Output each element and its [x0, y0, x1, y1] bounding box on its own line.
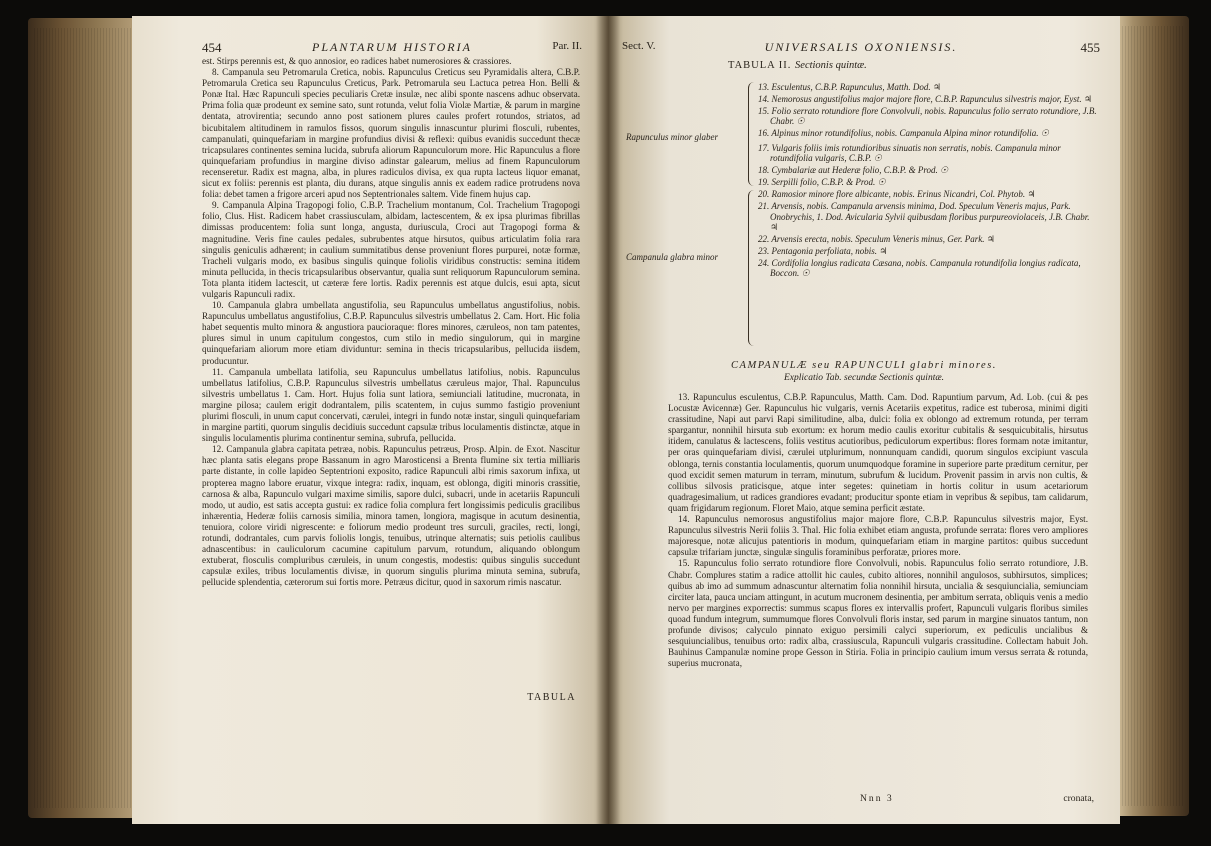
- paragraph: 12. Campanula glabra capitata petræa, nobis. Rapunculus petræus, Prosp. Alpin. de Exot. Nascitur hæc planta satis elegans prope Bassanum in agro Marosticensi a Brenta flumine six tertia milliaris parte distante, in colle lapideo Septentrioni exposito, radice Rapunculi albi rimis saxorum infixa, ut propterea magno labore eruatur, vixque integra: radix, inquam, est oblonga, digiti minoris crassitie, carnosa & alba, Rapunculo vulgari maxime similis, sapore dulci, subacri, unde in acetariis Rapunculi modo, ut audio, est satis accepta gustui: ex radice folia complura fert longissimis pediculis gracilibus inhærentia, Hederæ foliis carnosis similia, minora tamen, longiora, magisque in acutum desinentia, tenuiora, colore viridi nigrescente: e foliorum medio prodeunt tres surculi, graciles, recti, longi, rotundi, dodrantales, cum parvis foliolis longis, tenuibus, utrinque alternatis; suis petiolis caulibus adnascentibus: in cauliculorum cacumine capitulum parvum, rotundum, aliquando oblongum extuberat, flosculis compluribus cæruleis, in unum congestis, modestis: quibus singulis succedunt capsulæ exiles, tribus loculamentis divisæ, in quorum singulis plurima minuta semina, subrufa, pellucide splendentia, cæterorum sui fortis more. Petræus dicitur, quod in saxorum rimis nascatur.: [202, 444, 580, 588]
- group-brace-2: [748, 190, 757, 346]
- paragraph: 10. Campanula glabra umbellata angustifolia, seu Rapunculus umbellatus angustifolius, nobis. Rapunculus umbellatus angustifolius, C.B.P. Rapunculus silvestris umbellatus 2. Cam. Hort. Hic folia habet sequentis multo minora & angustiora paucioraque: flores minores, cæruleos, non tam patentes, plures simul in unum capitulum congestos, cum stilo in medio singulorum, qui in margine quinquefariam aliorum more etiam dividuntur: semina in thecis tricapsularibus, pellucida iisdem, producuntur.: [202, 300, 580, 366]
- tabula-entries: [758, 82, 1098, 280]
- left-part-label: Par. II.: [552, 40, 582, 52]
- left-page-edges: [28, 18, 140, 818]
- paragraph: 9. Campanula Alpina Tragopogi folio, C.B.P. Trachelium montanum, Col. Trachelium Tragopogi folio, Clus. Hist. Radicem habet crassiusculam, albidam, lactescentem, & ex ipsa plurimas fibrillas dimissas producentem: folia sunt longa, angusta, duriuscula, Croci aut Tragopogi forma & magnitudine. Veris fine caules pedales, subrubentes atque hirsutos, quibus articulatim folia rara singulis geniculis adhærent; in caulium summitatibus dense proveniunt flores purpurei, notæ formæ, Tracheli vulgaris modo, ex basibus singulis quinque foliolis viridibus constructis: semina itidem minuta pellucida, in thecis tricapsularibus observantur, qualia sunt reliquorum Rapunculorum semina. Tota planta itidem lactescit, ut cæteræ fere lortis. Radix perennis est atque dulcis, esui apta, sicut vulgaris Rapunculi radix.: [202, 200, 580, 299]
- paragraph: 14. Rapunculus nemorosus angustifolius major majore flore, C.B.P. Rapunculus silvestris major, Eyst. Rapunculus silvestris Nerii foliis 3. Thal. Hic folia exhibet etiam angusta, profunde serrata: flores vero ampliores majoresque, notæ alicujus patentioris in modum, quinquefariam etiam in margine partitos: quibus succedunt capsulæ trifariam junctæ, singulæ singulis foraminibus perforatæ, priores more.: [668, 514, 1088, 558]
- group-brace-1: [748, 82, 757, 186]
- paragraph: 8. Campanula seu Petromarula Cretica, nobis. Rapunculus Creticus seu Pyramidalis altera, C.B.P. Petromarula Cretica seu Rapunculus Creticus, Park. Petromarula seu Lactuca petrea Hon. Belli & Ponæ Ital. Hæc Rapunculi species peculiaris Cretæ insulæ, nec alibi sponte nascens adhuc observata. Prima folia quæ prodeunt ex semine sato, sunt rotunda, velut folia Violæ Martiæ, & parum in margine dentata, atrovirentia; secundo anno post sationem plures caules profert rotundos, striatos, ad bicubitalem altitudinem in ramulos fissos, quorum singulis innascuntur plurimi flosculi, rubentes, campanulati, quinquefariam in margine profundius divisi & reflexi: quibus evanidis succedunt thecæ tricapsulares continentes semina lucida, subrufa aliorum Rapunculorum more. Hic Rapunculus a flore quinquefariam profundius in margine diviso adinstar galearum, melius ad finem Rapunculorum recenseretur. Radix est magna, alba, in plures radiculos divisa, ex qua rupta lacteus liquor emanat, sicut ex foliis: perennis est planta, diu durans, atque singulis annis ex eadem radice protrudens nova folia: debet tamen a frigore arceri apud nos Septentrionales saltem. Vide finem hujus cap.: [202, 67, 580, 200]
- tabula-heading: [728, 60, 867, 71]
- tabula-entry: 13. Esculentus, C.B.P. Rapunculus, Matth. Dod. ♃: [758, 82, 941, 92]
- group-label-campanula: Campanula glabra minor: [626, 252, 719, 262]
- right-page-edges: [1119, 16, 1189, 816]
- tabula-entry: 18. Cymbalariæ aut Hederæ folio, C.B.P. & Prod. ☉: [758, 165, 949, 176]
- left-body-text: [202, 56, 580, 589]
- tabula-subtitle: Sectionis quintæ.: [795, 60, 867, 71]
- left-catchword: TABULA: [527, 692, 576, 703]
- right-catchword: cronata,: [1063, 793, 1094, 804]
- tabula-title: TABULA II.: [728, 60, 792, 71]
- left-page-number: 454: [202, 40, 222, 55]
- tabula-entry: 22. Arvensis erecta, nobis. Speculum Veneris minus, Ger. Park. ♃: [758, 234, 995, 245]
- section-subheading: Explicatio Tab. secundæ Sectionis quintæ.: [783, 373, 945, 383]
- left-page: [132, 16, 608, 824]
- left-running-title: PLANTARUM HISTORIA: [312, 40, 472, 54]
- paragraph: 11. Campanula umbellata latifolia, seu Rapunculus umbellatus latifolius, nobis. Rapunculus umbellatus latifolius, C.B.P. Rapunculus silvestris umbellatus cæruleus major, Thal. Rapunculus silvestris umbellatus 1. Cam. Hort. Hujus folia sunt latiora, semiunciali latitudine, mucronata, in margine pilosa; caulem erigit dodrantalem, pilis scatentem, in cujus summo fastigio proveniunt plurimi flosculi, in unum caput concervati, cærulei, integri in fundo notæ instar, singuli quinquefariam in margine partiti, quorum singulis decidiuis succedunt capsulæ tribus loculamentis distinctæ, atque in singulis loculamentis plurima continentur semina, subrufa, pellucida.: [202, 366, 580, 444]
- tabula-entry: 19. Serpilli folio, C.B.P. & Prod. ☉: [758, 177, 886, 188]
- tabula-entry: 23. Pentagonia perfoliata, nobis. ♃: [758, 246, 888, 257]
- tabula-entry: 15. Folio serrato rotundiore flore Convolvuli, nobis. Rapunculus folio serrato rotundiore, J.B. Chabr. ☉: [758, 106, 1097, 127]
- tabula-entry: 16. Alpinus minor rotundifolius, nobis. Campanula Alpina minor rotundifolia. ☉: [758, 128, 1049, 139]
- paragraph: 15. Rapunculus folio serrato rotundiore flore Convolvuli, nobis. Rapunculus folio serrato rotundiore, J.B. Chabr. Complures statim a radice attollit hic caules, cubito altiores, nonnihil angulosos, subhirsutos, simplices; quibus ab imo ad summum adnascuntur alternatim folia nonnihil hirsuta, uncialia & sesquiuncialia, semiunciam circiter lata, pauca unciam attingunt, in acutum mucronem desinentia, per ambitum serrata, obliquis venis a medio nervo per margines exporrectis: summus scapus flores ex intervallis profert, Rapunculi vulgaris floribus similes quoad fundum integrum, summumque flores Convolvuli floris instar, sed parum in margine sinuatos tantum, non profunde divisos; calyculo pinnato exiguo persimili calyci superiorum, ex pediculis uncialibus & sesquiuncialibus, tenuibus orto: radix alba, crassiuscula, Rapunculi vulgaris crassitudine. Collectam habuit Joh. Bauhinus Campanulæ nomine prope Gesson in Stiria. Folia in principio caulium imum versus serrata & rotunda, superius mucronata,: [668, 558, 1088, 669]
- section-heading: CAMPANULÆ seu RAPUNCULI glabri minores.: [731, 360, 997, 371]
- tabula-entry: 21. Arvensis, nobis. Campanula arvensis minima, Dod. Speculum Veneris majus, Park. Onobrychis, 1. Dod. Avicularia Sylvii quibusdam floribus purpureoviolaceis, J.B. Chabr. ♃: [758, 201, 1090, 233]
- tabula-entry: 17. Vulgaris foliis imis rotundioribus sinuatis non serratis, nobis. Campanula minor rotundifolia vulgaris, C.B.P. ☉: [758, 142, 1061, 164]
- tabula-entry: 20. Ramosior minore flore albicante, nobis. Erinus Nicandri, Col. Phytob. ♃: [758, 189, 1036, 200]
- tabula-entry: 14. Nemorosus angustifolius major majore flore, C.B.P. Rapunculus silvestris major, Eyst. ♃: [758, 94, 1092, 104]
- paragraph: 13. Rapunculus esculentus, C.B.P. Rapunculus, Matth. Cam. Dod. Rapuntium parvum, Ad. Lob. (cui & pes Locustæ Avicennæ) Ger. Rapunculus hic vulgaris, vernis Acetariis expetitus, radice est tuberosa, minimi digiti crassitudine, Napi aut parvi Rapi similitudine, alba, dulci: folia ex oblongo ad extremum rotunda, per terram spargantur, nonnihil hirsuta sub exortum: ex horum medio caulis exoritur cubitalis & sesquicubitalis, hirsutus itidem, canulatus & lactescens, foliis vestitus acutioribus, pediculorum expertibus: flores formam notæ imitantur, per oras quinquefariam divisi, cærulei utplurimum, nonnunquam candidi, quorum singulos excipiunt vascula oblonga, ternis constantia loculamentis, quorum unumquodque foramine in superiore parte præditum cernitur, per quod excidit semen maturum in terram, minutum, subrufum & lucidum. Provenit passim in arvis non cultis, & collibus silvosis praticisque, atque inter segetes: quinetiam in hortis colitur in usum acetariorum quadragesimalium, ut radices grandiores evadant; producitur sponte etiam in vepribus & sepibus, tam calidarum, quam frigidarum regionum. Floret Maio, atque semina perficit æstate.: [668, 392, 1088, 513]
- book-gutter: [596, 16, 620, 824]
- right-page: [608, 16, 1120, 824]
- tabula-entry: 24. Cordifolia longius radicata Cæsana, nobis. Campanula rotundifolia longius radicata, Boccon. ☉: [758, 258, 1081, 279]
- right-running-title: UNIVERSALIS OXONIENSIS.: [764, 40, 958, 54]
- right-section-label: Sect. V.: [622, 40, 656, 52]
- right-body-text: [668, 392, 1088, 669]
- right-page-number: 455: [1080, 40, 1100, 55]
- group-label-rapunculus: Rapunculus minor glaber: [626, 132, 718, 142]
- signature-mark: Nnn 3: [860, 793, 894, 804]
- paragraph: est. Stirps perennis est, & quo annosior, eo radices habet numerosiores & crassiores.: [202, 56, 512, 66]
